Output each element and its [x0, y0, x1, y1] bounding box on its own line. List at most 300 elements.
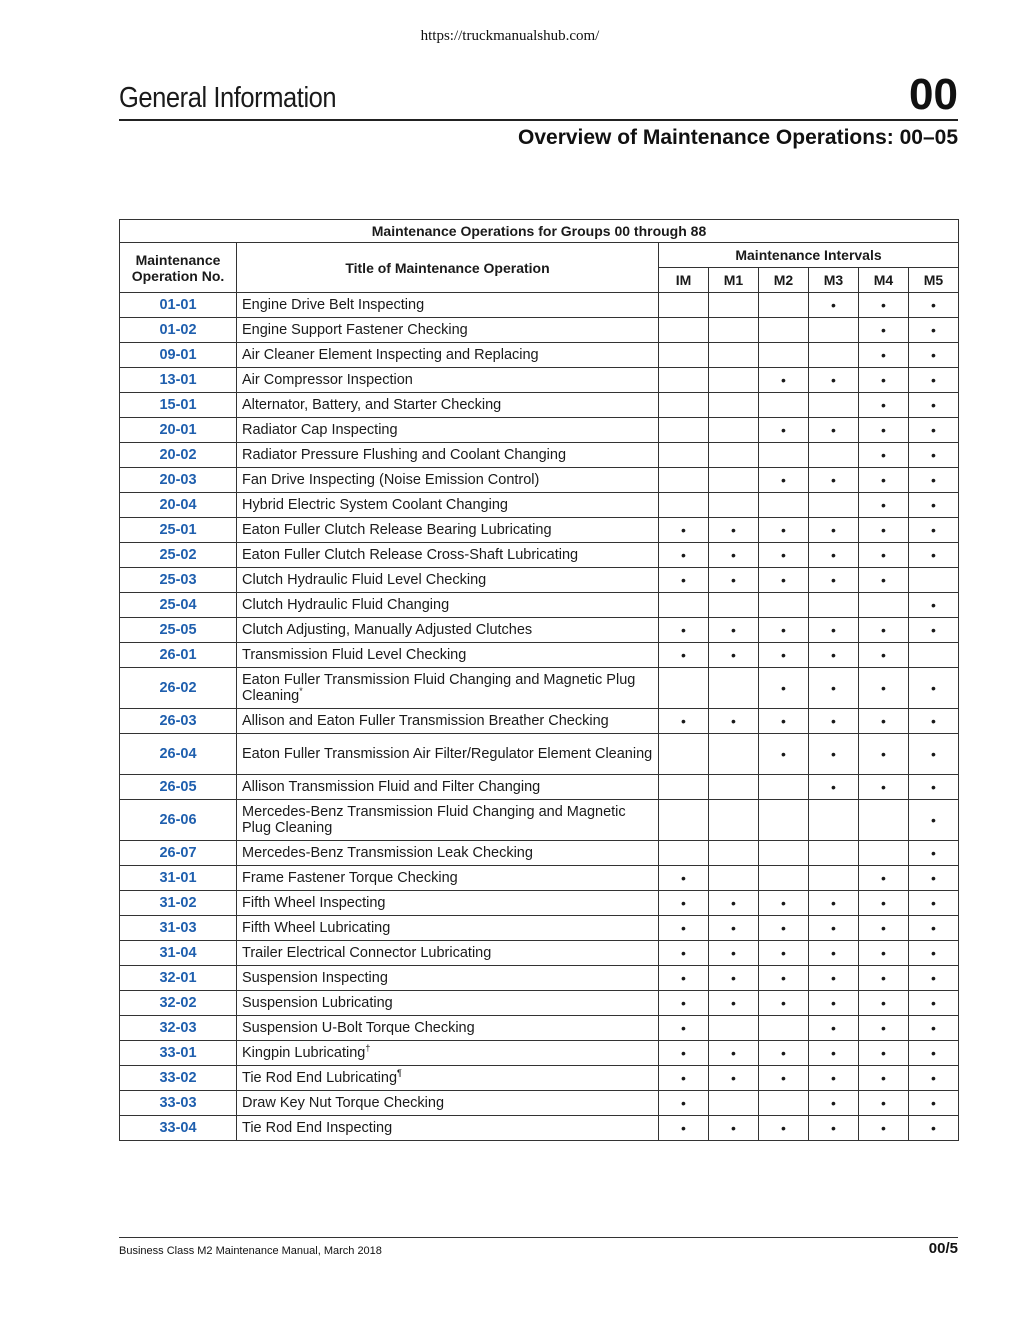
interval-cell-im	[659, 368, 709, 393]
operation-number-link[interactable]: 33-03	[120, 1091, 237, 1116]
interval-cell-m4	[859, 866, 909, 891]
interval-cell-m3	[809, 709, 859, 734]
operation-title: Clutch Hydraulic Fluid Level Checking	[242, 572, 487, 588]
interval-bullet: •	[931, 397, 936, 413]
section-number: 00	[909, 70, 958, 119]
interval-bullet: •	[831, 422, 836, 438]
interval-cell-m3	[809, 443, 859, 468]
interval-cell-m1	[709, 991, 759, 1016]
interval-bullet: •	[881, 1045, 886, 1061]
operation-number-link[interactable]: 31-02	[120, 891, 237, 916]
interval-cell-m2	[759, 1091, 809, 1116]
interval-cell-m1	[709, 775, 759, 800]
interval-cell-m3	[809, 1116, 859, 1141]
interval-bullet: •	[881, 680, 886, 696]
interval-cell-m5	[909, 443, 959, 468]
operation-title-cell	[237, 543, 659, 568]
operation-title-cell	[237, 393, 659, 418]
operation-number-link[interactable]: 31-01	[120, 866, 237, 891]
interval-cell-m1	[709, 800, 759, 841]
interval-bullet: •	[931, 845, 936, 861]
interval-cell-im	[659, 966, 709, 991]
interval-cell-m1	[709, 418, 759, 443]
table-row	[120, 800, 959, 841]
table-row	[120, 493, 959, 518]
interval-cell-m2	[759, 368, 809, 393]
operation-title-cell	[237, 734, 659, 775]
interval-cell-m2	[759, 393, 809, 418]
interval-cell-m4	[859, 618, 909, 643]
interval-cell-m3	[809, 800, 859, 841]
table-row	[120, 643, 959, 668]
interval-cell-m3	[809, 618, 859, 643]
interval-cell-m3	[809, 966, 859, 991]
interval-cell-m3	[809, 916, 859, 941]
interval-cell-m2	[759, 418, 809, 443]
interval-bullet: •	[781, 945, 786, 961]
interval-cell-m2	[759, 643, 809, 668]
interval-cell-im	[659, 668, 709, 709]
interval-bullet: •	[881, 297, 886, 313]
interval-cell-m2	[759, 518, 809, 543]
interval-cell-m5	[909, 891, 959, 916]
operation-title-cell	[237, 1041, 659, 1066]
interval-bullet: •	[731, 713, 736, 729]
table-row	[120, 891, 959, 916]
interval-bullet: •	[681, 1120, 686, 1136]
interval-bullet: •	[881, 447, 886, 463]
operation-number-link[interactable]: 20-03	[120, 468, 237, 493]
interval-bullet: •	[931, 920, 936, 936]
interval-bullet: •	[881, 895, 886, 911]
interval-cell-m1	[709, 443, 759, 468]
operation-number-link[interactable]: 09-01	[120, 343, 237, 368]
table-row	[120, 1041, 959, 1066]
operation-title-cell	[237, 568, 659, 593]
operation-title: Draw Key Nut Torque Checking	[242, 1095, 445, 1111]
operation-title: Fifth Wheel Inspecting	[242, 895, 386, 911]
interval-bullet: •	[681, 945, 686, 961]
interval-bullet: •	[831, 970, 836, 986]
interval-header: M3	[809, 268, 859, 293]
table-row	[120, 518, 959, 543]
interval-cell-m2	[759, 800, 809, 841]
interval-bullet: •	[881, 472, 886, 488]
interval-bullet: •	[731, 1070, 736, 1086]
operation-number-link[interactable]: 20-02	[120, 443, 237, 468]
interval-bullet: •	[831, 746, 836, 762]
interval-bullet: •	[681, 522, 686, 538]
interval-bullet: •	[931, 472, 936, 488]
interval-cell-m3	[809, 1016, 859, 1041]
interval-bullet: •	[931, 895, 936, 911]
operation-number-link[interactable]: 32-03	[120, 1016, 237, 1041]
operation-number-link[interactable]: 25-04	[120, 593, 237, 618]
interval-cell-im	[659, 991, 709, 1016]
interval-cell-m5	[909, 800, 959, 841]
table-row	[120, 343, 959, 368]
footer-rule	[119, 1237, 958, 1238]
interval-cell-m4	[859, 393, 909, 418]
interval-cell-m5	[909, 393, 959, 418]
interval-cell-im	[659, 418, 709, 443]
interval-cell-m4	[859, 1116, 909, 1141]
operation-number-link[interactable]: 20-04	[120, 493, 237, 518]
table-row	[120, 1116, 959, 1141]
interval-cell-m5	[909, 368, 959, 393]
interval-cell-im	[659, 618, 709, 643]
interval-cell-m1	[709, 293, 759, 318]
interval-cell-m5	[909, 734, 959, 775]
operation-number-link[interactable]: 33-01	[120, 1041, 237, 1066]
interval-cell-m4	[859, 543, 909, 568]
interval-cell-m4	[859, 709, 909, 734]
interval-bullet: •	[781, 522, 786, 538]
interval-bullet: •	[731, 522, 736, 538]
interval-bullet: •	[881, 1070, 886, 1086]
column-header-intervals: Maintenance Intervals	[659, 243, 959, 268]
operation-title: Air Compressor Inspection	[242, 372, 413, 388]
interval-bullet: •	[931, 746, 936, 762]
interval-bullet: •	[781, 920, 786, 936]
operation-title-cell	[237, 343, 659, 368]
interval-bullet: •	[731, 945, 736, 961]
operation-title-cell	[237, 668, 659, 709]
operation-title-cell	[237, 916, 659, 941]
interval-bullet: •	[731, 995, 736, 1011]
interval-cell-m4	[859, 1041, 909, 1066]
interval-cell-m4	[859, 318, 909, 343]
interval-cell-m2	[759, 941, 809, 966]
interval-cell-m3	[809, 1091, 859, 1116]
operation-title: Mercedes-Benz Transmission Fluid Changing and Magnetic Plug Cleaning	[242, 804, 626, 836]
interval-cell-im	[659, 1041, 709, 1066]
interval-bullet: •	[781, 1070, 786, 1086]
operation-title: Fan Drive Inspecting (Noise Emission Control)	[242, 472, 540, 488]
operation-number-link[interactable]: 20-01	[120, 418, 237, 443]
interval-cell-m3	[809, 668, 859, 709]
interval-cell-m5	[909, 1066, 959, 1091]
interval-bullet: •	[781, 622, 786, 638]
operation-number-link[interactable]: 25-05	[120, 618, 237, 643]
interval-bullet: •	[681, 970, 686, 986]
interval-cell-m3	[809, 368, 859, 393]
interval-cell-m2	[759, 293, 809, 318]
interval-cell-m3	[809, 1041, 859, 1066]
operation-number-link[interactable]: 13-01	[120, 368, 237, 393]
interval-cell-m1	[709, 618, 759, 643]
interval-bullet: •	[731, 647, 736, 663]
interval-bullet: •	[731, 895, 736, 911]
interval-bullet: •	[931, 870, 936, 886]
operation-number-link[interactable]: 32-01	[120, 966, 237, 991]
interval-bullet: •	[931, 680, 936, 696]
interval-cell-im	[659, 841, 709, 866]
interval-bullet: •	[931, 995, 936, 1011]
interval-cell-im	[659, 343, 709, 368]
table-row	[120, 668, 959, 709]
interval-cell-m5	[909, 593, 959, 618]
interval-cell-m5	[909, 1091, 959, 1116]
interval-cell-m5	[909, 1116, 959, 1141]
table-row	[120, 941, 959, 966]
operation-title-cell	[237, 518, 659, 543]
footnote-marker: ¶	[397, 1068, 402, 1079]
interval-bullet: •	[781, 1120, 786, 1136]
interval-cell-m4	[859, 916, 909, 941]
interval-cell-im	[659, 1016, 709, 1041]
interval-bullet: •	[781, 995, 786, 1011]
interval-bullet: •	[831, 372, 836, 388]
operation-number-link[interactable]: 15-01	[120, 393, 237, 418]
column-header-operation-no: Maintenance Operation No.	[120, 243, 237, 293]
interval-cell-m5	[909, 418, 959, 443]
interval-bullet: •	[881, 1020, 886, 1036]
interval-cell-m2	[759, 493, 809, 518]
interval-cell-m3	[809, 393, 859, 418]
interval-bullet: •	[881, 870, 886, 886]
operation-title: Trailer Electrical Connector Lubricating	[242, 945, 492, 961]
interval-cell-m1	[709, 643, 759, 668]
interval-bullet: •	[931, 1045, 936, 1061]
interval-cell-m5	[909, 1016, 959, 1041]
interval-cell-im	[659, 891, 709, 916]
operation-title: Suspension Lubricating	[242, 995, 393, 1011]
interval-bullet: •	[931, 297, 936, 313]
interval-cell-m4	[859, 734, 909, 775]
interval-cell-m4	[859, 991, 909, 1016]
operation-number-link[interactable]: 26-05	[120, 775, 237, 800]
interval-cell-m2	[759, 318, 809, 343]
operation-number-link[interactable]: 26-03	[120, 709, 237, 734]
interval-cell-m2	[759, 866, 809, 891]
interval-bullet: •	[681, 622, 686, 638]
interval-cell-m5	[909, 916, 959, 941]
interval-cell-im	[659, 775, 709, 800]
operation-number-link[interactable]: 33-02	[120, 1066, 237, 1091]
interval-cell-m1	[709, 468, 759, 493]
interval-bullet: •	[831, 680, 836, 696]
interval-bullet: •	[731, 547, 736, 563]
operation-number-link[interactable]: 01-01	[120, 293, 237, 318]
operation-number-link[interactable]: 26-02	[120, 668, 237, 709]
operation-number-link[interactable]: 25-02	[120, 543, 237, 568]
interval-cell-m2	[759, 1116, 809, 1141]
interval-cell-im	[659, 1066, 709, 1091]
operation-number-link[interactable]: 01-02	[120, 318, 237, 343]
operation-number-link[interactable]: 32-02	[120, 991, 237, 1016]
operation-title-cell	[237, 775, 659, 800]
interval-cell-m5	[909, 709, 959, 734]
interval-cell-im	[659, 709, 709, 734]
interval-cell-m3	[809, 941, 859, 966]
table-row	[120, 468, 959, 493]
interval-cell-im	[659, 941, 709, 966]
interval-cell-m2	[759, 734, 809, 775]
operation-number-link[interactable]: 26-07	[120, 841, 237, 866]
operation-title: Suspension Inspecting	[242, 970, 388, 986]
interval-cell-m1	[709, 493, 759, 518]
interval-cell-m3	[809, 293, 859, 318]
interval-bullet: •	[681, 895, 686, 911]
interval-cell-m4	[859, 293, 909, 318]
operation-title-cell	[237, 468, 659, 493]
interval-cell-m5	[909, 841, 959, 866]
interval-cell-im	[659, 493, 709, 518]
operation-number-link[interactable]: 25-03	[120, 568, 237, 593]
interval-cell-m4	[859, 800, 909, 841]
interval-bullet: •	[831, 522, 836, 538]
table-body	[120, 293, 959, 1141]
interval-bullet: •	[831, 472, 836, 488]
interval-cell-m1	[709, 1116, 759, 1141]
interval-cell-m2	[759, 841, 809, 866]
interval-bullet: •	[881, 970, 886, 986]
operation-number-link[interactable]: 26-04	[120, 734, 237, 775]
interval-cell-m1	[709, 891, 759, 916]
table-row	[120, 841, 959, 866]
interval-cell-m5	[909, 293, 959, 318]
source-url[interactable]: https://truckmanualshub.com/	[420, 28, 600, 44]
interval-cell-m2	[759, 891, 809, 916]
table-row	[120, 966, 959, 991]
operation-title-cell	[237, 866, 659, 891]
table-row	[120, 618, 959, 643]
interval-cell-m4	[859, 568, 909, 593]
interval-cell-im	[659, 1116, 709, 1141]
interval-bullet: •	[881, 347, 886, 363]
interval-cell-m1	[709, 518, 759, 543]
interval-cell-m2	[759, 1016, 809, 1041]
operation-number-link[interactable]: 26-01	[120, 643, 237, 668]
interval-bullet: •	[881, 746, 886, 762]
interval-cell-m3	[809, 318, 859, 343]
interval-cell-im	[659, 643, 709, 668]
operation-title: Eaton Fuller Transmission Fluid Changing and Magnetic Plug Cleaning	[242, 672, 636, 704]
interval-cell-m4	[859, 775, 909, 800]
interval-bullet: •	[681, 1070, 686, 1086]
interval-cell-im	[659, 1091, 709, 1116]
interval-bullet: •	[881, 397, 886, 413]
interval-bullet: •	[881, 1095, 886, 1111]
interval-bullet: •	[881, 920, 886, 936]
interval-cell-im	[659, 518, 709, 543]
interval-bullet: •	[881, 945, 886, 961]
interval-cell-im	[659, 568, 709, 593]
interval-bullet: •	[731, 970, 736, 986]
table-row	[120, 543, 959, 568]
interval-bullet: •	[931, 522, 936, 538]
interval-bullet: •	[831, 1120, 836, 1136]
operation-number-link[interactable]: 33-04	[120, 1116, 237, 1141]
table-row	[120, 1091, 959, 1116]
interval-cell-m1	[709, 1066, 759, 1091]
interval-bullet: •	[931, 447, 936, 463]
interval-cell-im	[659, 916, 709, 941]
interval-cell-m2	[759, 991, 809, 1016]
interval-bullet: •	[681, 572, 686, 588]
interval-bullet: •	[931, 347, 936, 363]
interval-cell-m1	[709, 841, 759, 866]
operation-number-link[interactable]: 25-01	[120, 518, 237, 543]
interval-bullet: •	[931, 597, 936, 613]
interval-cell-im	[659, 393, 709, 418]
interval-bullet: •	[931, 422, 936, 438]
interval-cell-m4	[859, 643, 909, 668]
interval-bullet: •	[781, 970, 786, 986]
operation-number-link[interactable]: 31-04	[120, 941, 237, 966]
interval-cell-m1	[709, 866, 759, 891]
operation-title: Eaton Fuller Transmission Air Filter/Regulator Element Cleaning	[242, 746, 653, 762]
table-row	[120, 734, 959, 775]
interval-bullet: •	[831, 1020, 836, 1036]
interval-cell-m4	[859, 1016, 909, 1041]
operation-title: Fifth Wheel Lubricating	[242, 920, 391, 936]
interval-bullet: •	[731, 1045, 736, 1061]
interval-cell-m3	[809, 543, 859, 568]
interval-bullet: •	[831, 1070, 836, 1086]
interval-bullet: •	[931, 812, 936, 828]
interval-cell-m2	[759, 593, 809, 618]
interval-bullet: •	[781, 647, 786, 663]
interval-cell-m5	[909, 343, 959, 368]
interval-bullet: •	[931, 1120, 936, 1136]
interval-cell-m3	[809, 568, 859, 593]
table-row	[120, 393, 959, 418]
operation-number-link[interactable]: 31-03	[120, 916, 237, 941]
table-row	[120, 709, 959, 734]
interval-cell-m4	[859, 966, 909, 991]
operation-title: Clutch Adjusting, Manually Adjusted Clutches	[242, 622, 533, 638]
interval-cell-m5	[909, 618, 959, 643]
operation-title: Air Cleaner Element Inspecting and Replacing	[242, 347, 539, 363]
interval-bullet: •	[781, 547, 786, 563]
interval-cell-im	[659, 443, 709, 468]
interval-cell-m2	[759, 1066, 809, 1091]
operation-title-cell	[237, 1066, 659, 1091]
operation-title-cell	[237, 800, 659, 841]
operation-title-cell	[237, 593, 659, 618]
interval-cell-m3	[809, 841, 859, 866]
interval-cell-m5	[909, 1041, 959, 1066]
interval-bullet: •	[781, 372, 786, 388]
interval-bullet: •	[781, 1045, 786, 1061]
operation-title-cell	[237, 1016, 659, 1041]
operation-title: Frame Fastener Torque Checking	[242, 870, 458, 886]
interval-bullet: •	[931, 779, 936, 795]
interval-cell-m1	[709, 916, 759, 941]
table-row	[120, 1016, 959, 1041]
operation-title: Alternator, Battery, and Starter Checking	[242, 397, 502, 413]
interval-cell-m5	[909, 775, 959, 800]
interval-bullet: •	[681, 647, 686, 663]
interval-bullet: •	[931, 1070, 936, 1086]
interval-cell-im	[659, 800, 709, 841]
table-row	[120, 368, 959, 393]
interval-cell-m3	[809, 343, 859, 368]
interval-bullet: •	[881, 372, 886, 388]
interval-cell-m5	[909, 493, 959, 518]
interval-bullet: •	[881, 547, 886, 563]
interval-bullet: •	[881, 497, 886, 513]
interval-bullet: •	[881, 622, 886, 638]
operation-title: Tie Rod End Lubricating	[242, 1070, 398, 1086]
operation-title: Suspension U-Bolt Torque Checking	[242, 1020, 475, 1036]
interval-cell-m1	[709, 318, 759, 343]
operation-title-cell	[237, 418, 659, 443]
operation-number-link[interactable]: 26-06	[120, 800, 237, 841]
interval-cell-m5	[909, 866, 959, 891]
